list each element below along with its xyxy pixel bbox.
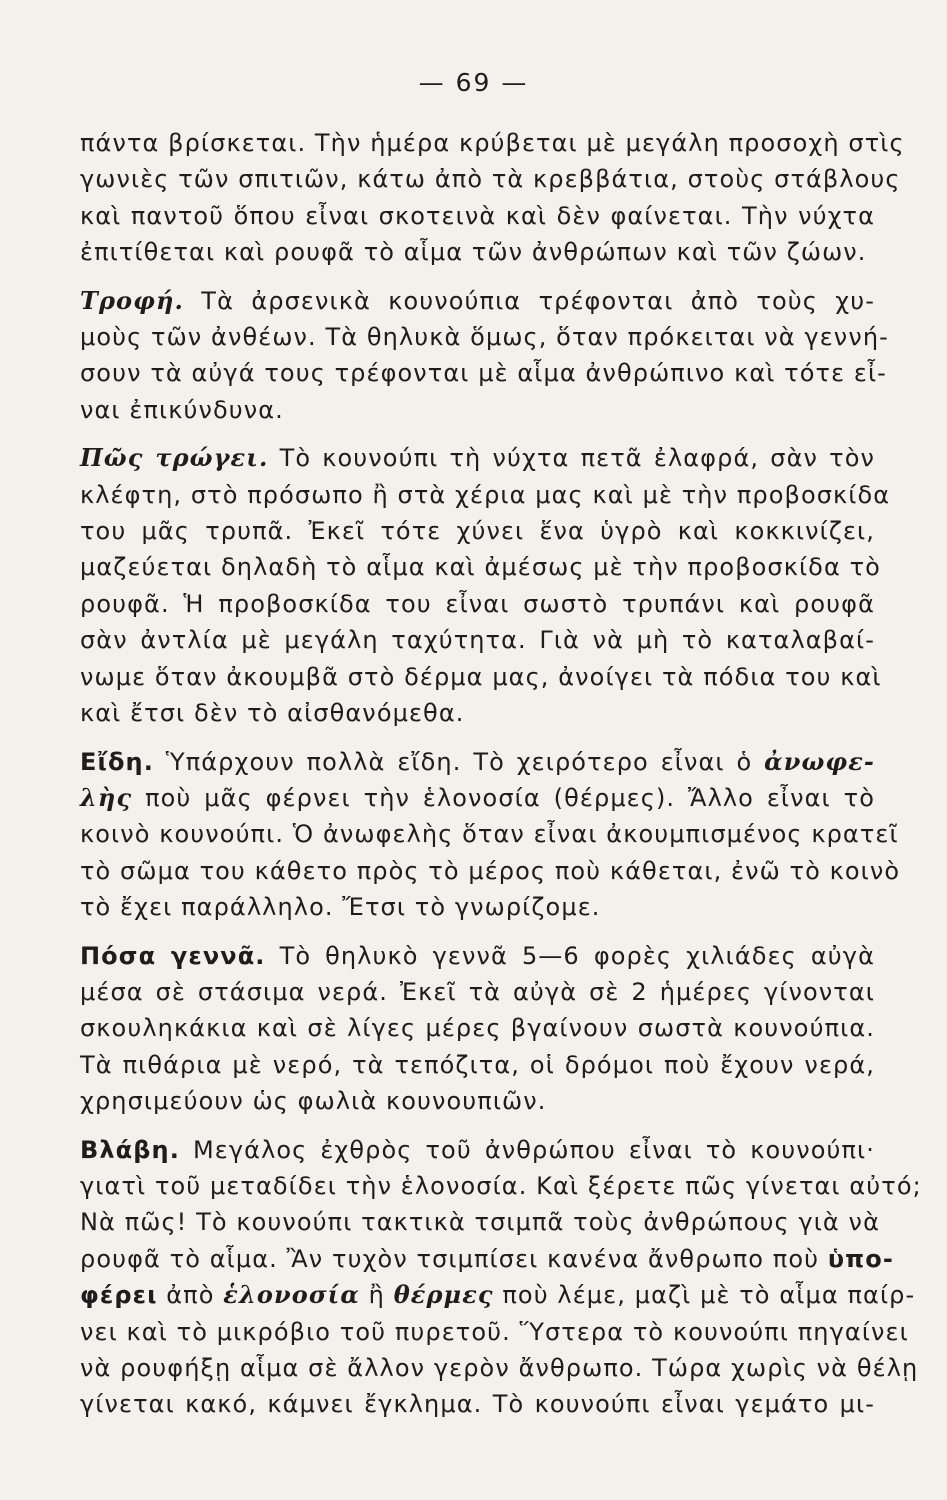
text-line bbox=[80, 198, 875, 234]
line-text: Ὑπάρχουν πολλὰ εἴδη. Τὸ χειρότερο εἶναι ὁ bbox=[153, 747, 765, 776]
line-text: γωνιὲς τῶν σπιτιῶν, κάτω ἀπὸ τὰ κρεββάτια, στοὺς στάβλους bbox=[80, 165, 901, 194]
text-line bbox=[80, 392, 875, 428]
text-line bbox=[80, 355, 887, 391]
paragraph-intro bbox=[80, 125, 905, 271]
line-text: νωμε ὅταν ἀκουμβᾶ στὸ δέρμα μας, ἀνοίγει τὰ πόδια του καὶ bbox=[80, 662, 882, 691]
line-text: σὰν ἀντλία μὲ μεγάλη ταχύτητα. Γιὰ νὰ μὴ τὸ καταλαβαί- bbox=[80, 626, 875, 655]
text-line bbox=[80, 477, 891, 513]
text-line bbox=[80, 695, 875, 731]
text-line bbox=[80, 440, 875, 476]
line-text: Τὰ ἀρσενικὰ κουνούπια τρέφονται ἀπὸ τοὺς χυ- bbox=[183, 286, 875, 315]
paragraph-how-it-eats bbox=[80, 440, 891, 731]
emphasis-term: ἀνωφε- bbox=[764, 746, 875, 776]
line-text: ναι ἐπικύνδυνα. bbox=[80, 395, 284, 424]
emphasis-term: θέρμες bbox=[393, 1280, 494, 1310]
section-heading: Εἴδη. bbox=[80, 747, 154, 776]
section-heading: Τροφή. bbox=[80, 285, 184, 315]
line-text: τὸ ἔχει παράλληλο. Ἔτσι τὸ γνωρίζομε. bbox=[80, 893, 601, 922]
text-line bbox=[80, 1350, 919, 1386]
line-text: ἐπιτίθεται καὶ ρουφᾶ τὸ αἷμα τῶν ἀνθρώπων καὶ τῶν ζώων. bbox=[80, 238, 867, 267]
line-text: Τὰ πιθάρια μὲ νερό, τὰ τεπόζιτα, οἱ δρόμοι ποὺ ἔχουν νερά, bbox=[80, 1050, 875, 1079]
text-line bbox=[80, 1386, 875, 1422]
text-line bbox=[80, 744, 875, 780]
text-line bbox=[80, 1168, 922, 1204]
line-text: καὶ παντοῦ ὅπου εἶναι σκοτεινὰ καὶ δὲν φαίνεται. Τὴν νύχτα bbox=[80, 201, 875, 230]
paragraph-food bbox=[80, 283, 889, 429]
line-text: ποὺ μᾶς φέρνει τὴν ἑλονοσία (θέρμες). Ἄλλο εἶναι τὸ bbox=[132, 783, 875, 812]
text-line bbox=[80, 889, 875, 925]
text-line bbox=[80, 622, 875, 658]
line-text: τὸ σῶμα του κάθετο πρὸς τὸ μέρος ποὺ κάθεται, ἐνῶ τὸ κοινὸ bbox=[80, 856, 901, 885]
body-text bbox=[80, 125, 922, 1423]
text-line bbox=[80, 161, 901, 197]
line-text: ποὺ λέμε, μαζὶ μὲ τὸ αἷμα παίρ- bbox=[493, 1281, 916, 1310]
section-heading: Πῶς τρώγει. bbox=[80, 443, 269, 473]
text-line bbox=[80, 1047, 875, 1083]
text-line bbox=[80, 234, 875, 270]
line-text: γίνεται κακό, κάμνει ἔγκλημα. Τὸ κουνούπι εἶναι γεμάτο μι- bbox=[80, 1390, 875, 1419]
line-text: Τὸ θηλυκὸ γεννᾶ 5—6 φορὲς χιλιάδες αὐγὰ bbox=[265, 941, 875, 970]
text-line bbox=[80, 974, 875, 1010]
line-text: Νὰ πῶς! Τὸ κουνούπι τακτικὰ τσιμπᾶ τοὺς ἀνθρώπους γιὰ νὰ bbox=[80, 1208, 880, 1237]
line-text: μέσα σὲ στάσιμα νερά. Ἐκεῖ τὰ αὐγὰ σὲ 2 ἡμέρες γίνονται bbox=[80, 977, 875, 1006]
line-text: μοὺς τῶν ἀνθέων. Τὰ θηλυκὰ ὅμως, ὅταν πρόκειται νὰ γεννή- bbox=[80, 323, 889, 352]
text-line bbox=[80, 853, 901, 889]
line-text: καὶ ἔτσι δὲν τὸ αἰσθανόμεθα. bbox=[80, 699, 465, 728]
text-line bbox=[80, 319, 889, 355]
line-text: ἀπὸ bbox=[157, 1281, 224, 1310]
paragraph-reproduction bbox=[80, 938, 875, 1120]
text-line bbox=[80, 1314, 909, 1350]
text-line bbox=[80, 659, 882, 695]
text-line bbox=[80, 125, 905, 161]
line-text: του μᾶς τρυπᾶ. Ἐκεῖ τότε χύνει ἕνα ὑγρὸ καὶ κοκκινίζει, bbox=[80, 517, 875, 546]
text-line bbox=[80, 1204, 880, 1240]
bold-word: φέρει bbox=[80, 1281, 158, 1310]
text-line bbox=[80, 586, 875, 622]
section-heading: Βλάβη. bbox=[80, 1135, 180, 1164]
section-heading: Πόσα γεννᾶ. bbox=[80, 941, 266, 970]
emphasis-term: λὴς bbox=[80, 782, 133, 812]
text-line bbox=[80, 1132, 875, 1168]
line-text: κοινὸ κουνούπι. Ὁ ἀνωφελὴς ὅταν εἶναι ἀκουμπισμένος κρατεῖ bbox=[80, 820, 899, 849]
text-line bbox=[80, 780, 875, 816]
page-number: — 69 — bbox=[418, 68, 529, 97]
bold-word: ὑπο- bbox=[827, 1244, 894, 1273]
line-text: νὰ ρουφήξῃ αἷμα σὲ ἄλλον γερὸν ἄνθρωπο. Τώρα χωρὶς νὰ θέλῃ bbox=[80, 1354, 919, 1382]
line-text: σουν τὰ αὐγά τους τρέφονται μὲ αἷμα ἀνθρώπινο καὶ τότε εἶ- bbox=[80, 359, 887, 388]
text-line bbox=[80, 1277, 916, 1313]
text-line bbox=[80, 1083, 875, 1119]
line-text: ρουφᾶ τὸ αἷμα. Ἂν τυχὸν τσιμπίσει κανένα ἄνθρωπο ποὺ bbox=[80, 1244, 828, 1273]
text-line bbox=[80, 1010, 875, 1046]
text-line bbox=[80, 938, 875, 974]
line-text: ρουφᾶ. Ἡ προβοσκίδα του εἶναι σωστὸ τρυπάνι καὶ ρουφᾶ bbox=[80, 589, 875, 618]
paragraph-harm bbox=[80, 1132, 922, 1423]
text-line bbox=[80, 1241, 894, 1277]
line-text: χρησιμεύουν ὡς φωλιὰ κουνουπιῶν. bbox=[80, 1087, 547, 1116]
line-text: σκουληκάκια καὶ σὲ λίγες μέρες βγαίνουν σωστὰ κουνούπια. bbox=[80, 1014, 875, 1043]
line-text: ἢ bbox=[359, 1281, 394, 1310]
line-text: κλέφτη, στὸ πρόσωπο ἢ στὰ χέρια μας καὶ μὲ τὴν προβοσκίδα bbox=[80, 480, 891, 509]
emphasis-term: ἑλονοσία bbox=[223, 1280, 360, 1310]
text-line bbox=[80, 513, 875, 549]
line-text: νει καὶ τὸ μικρόβιο τοῦ πυρετοῦ. Ὕστερα τὸ κουνούπι πηγαίνει bbox=[80, 1317, 909, 1346]
line-text: πάντα βρίσκεται. Τὴν ἡμέρα κρύβεται μὲ μεγάλη προσοχὴ στὶς bbox=[80, 129, 905, 157]
paragraph-species bbox=[80, 744, 901, 926]
text-line bbox=[80, 283, 875, 319]
line-text: μαζεύεται δηλαδὴ τὸ αἷμα καὶ ἀμέσως μὲ τὴν προβοσκίδα τὸ bbox=[80, 553, 881, 582]
line-text: γιατὶ τοῦ μεταδίδει τὴν ἑλονοσία. Καὶ ξέρετε πῶς γίνεται αὐτό; bbox=[80, 1171, 922, 1200]
text-line bbox=[80, 549, 881, 585]
line-text: Τὸ κουνούπι τὴ νύχτα πετᾶ ἐλαφρά, σὰν τὸν bbox=[268, 444, 875, 473]
line-text: Μεγάλος ἐχθρὸς τοῦ ἀνθρώπου εἶναι τὸ κουνούπι· bbox=[179, 1135, 875, 1164]
text-line bbox=[80, 816, 899, 852]
